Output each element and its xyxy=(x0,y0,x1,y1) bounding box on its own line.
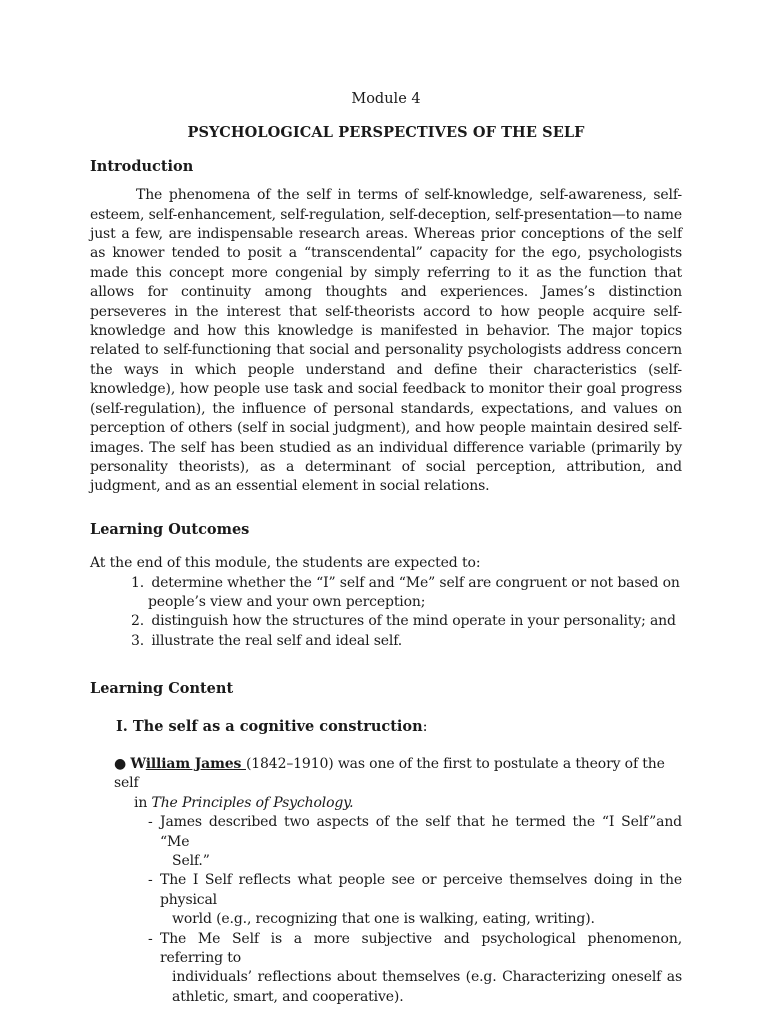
list-item xyxy=(131,632,682,651)
sub-point xyxy=(148,930,682,1008)
list-text: determine whether the “I” self and “Me” self are congruent or not based on xyxy=(151,574,680,591)
bullet-text-prefix: in xyxy=(134,794,152,811)
sub-point-text-continued: Self.” xyxy=(172,853,210,869)
sub-point-text-continued: world (e.g., recognizing that one is walking, eating, writing). xyxy=(172,911,595,928)
person-name: illiam James xyxy=(145,755,246,772)
sub-point xyxy=(148,813,682,871)
page-title: PSYCHOLOGICAL PERSPECTIVES OF THE SELF xyxy=(187,124,585,142)
bullet-line-continued xyxy=(114,794,682,813)
introduction-paragraph: The phenomena of the self in terms of self-knowledge, self-awareness, self-esteem, self-enhancement, self-regulation, self-deception, self-presentation—to name just a few, are indispensable research areas. Whereas prior conceptions of the self as knower tended to posit a “transcendental” capacity for the ego, psychologists made this concept more congenial by simply referring to it as the function that allows for continuity among thoughts and experiences. James’s distinction perseveres in the interest that self-theorists accord to how people acquire self-knowledge and how this knowledge is manifested in behavior. The major topics related to self-functioning that social and personality psychologists address concern the ways in which people understand and define their characteristics (self-knowledge), how people use task and social feedback to monitor their goal progress (self-regulation), the influence of personal standards, expectations, and values on perception of others (self in social judgment), and how people maintain desired self-images. The self has been studied as an individual difference variable (primarily by personality theorists), as a determinant of social perception, attribution, and judgment, and as an essential element in social relations. xyxy=(90,187,682,495)
learning-content-heading: Learning Content xyxy=(90,680,234,698)
name-initial: W xyxy=(130,755,146,772)
sub-point xyxy=(148,871,682,929)
bullet-icon: ● xyxy=(114,755,127,772)
list-text: distinguish how the structures of the mind operate in your personality; and xyxy=(151,613,676,630)
section-title xyxy=(116,717,682,737)
module-label: Module 4 xyxy=(351,91,421,107)
bullet-item-william-james xyxy=(114,755,682,813)
list-item xyxy=(131,574,682,613)
dash-marker: - xyxy=(148,872,153,889)
dash-marker: - xyxy=(148,930,153,947)
list-number: 3. xyxy=(131,632,145,649)
dash-marker: - xyxy=(148,814,153,831)
learning-outcomes-heading: Learning Outcomes xyxy=(90,520,250,538)
introduction-heading: Introduction xyxy=(90,157,194,175)
learning-outcomes-list xyxy=(90,574,682,652)
section-title-text: I. The self as a cognitive construction xyxy=(116,717,423,735)
list-text-continued: people’s view and your own perception; xyxy=(148,593,426,610)
section-title-colon: : xyxy=(422,718,428,735)
sub-point-text: James described two aspects of the self that he termed the “I Self”and “Me xyxy=(160,814,682,850)
bullet-line xyxy=(114,755,682,794)
book-title: The Principles of Psychology. xyxy=(151,794,354,811)
list-item xyxy=(131,612,682,631)
sub-point-text-continued: individuals’ reflections about themselves (e.g. Characterizing oneself as athletic, smart, and cooperative). xyxy=(172,969,682,1005)
learning-outcomes-intro: At the end of this module, the students are expected to: xyxy=(90,555,481,572)
list-number: 2. xyxy=(131,613,145,630)
document-page xyxy=(90,90,682,1007)
list-text: illustrate the real self and ideal self. xyxy=(151,632,403,649)
bullet-text: (1842–1910) was one of the first to postulate a theory of the self xyxy=(114,755,665,792)
sub-point-text: The Me Self is a more subjective and psychological phenomenon, referring to xyxy=(160,930,682,967)
list-number: 1. xyxy=(131,574,145,591)
sub-point-text: The I Self reflects what people see or perceive themselves doing in the physical xyxy=(160,872,682,908)
